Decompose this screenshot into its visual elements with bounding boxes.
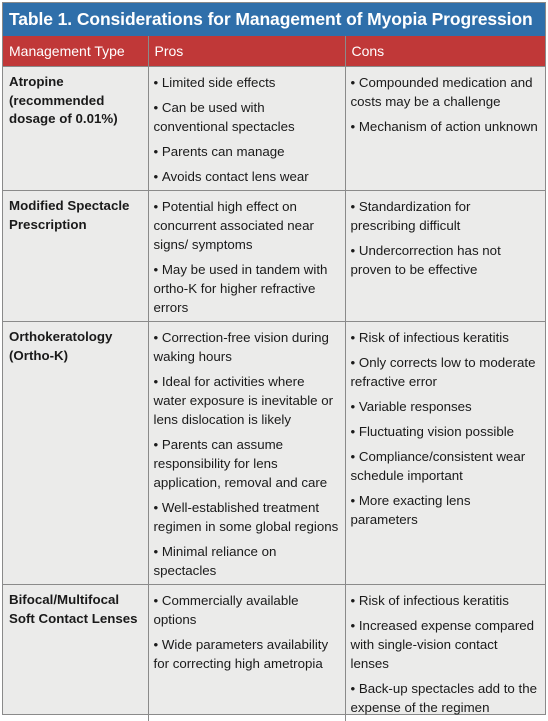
table-row bbox=[3, 585, 545, 721]
header-cons: Cons bbox=[345, 36, 545, 67]
list-item: • Minimal reliance on spectacles bbox=[154, 542, 339, 580]
list-item: • Wide parameters availability for correcting high ametropia bbox=[154, 635, 339, 673]
list-item: • Limited side effects bbox=[154, 73, 339, 92]
list-item: • Fluctuating vision possible bbox=[351, 422, 540, 441]
list-item: • Undercorrection has not proven to be effective bbox=[351, 241, 540, 279]
list-item: • Parents can assume responsibility for lens application, removal and care bbox=[154, 435, 339, 492]
list-item: • Standardization for prescribing difficult bbox=[351, 197, 540, 235]
management-type-cell: Atropine (recommended dosage of 0.01%) bbox=[3, 67, 148, 191]
pros-cell bbox=[148, 585, 345, 721]
list-item: • Risk of infectious keratitis bbox=[351, 328, 540, 347]
cons-cell bbox=[345, 322, 545, 585]
list-item: • Only corrects low to moderate refractive error bbox=[351, 353, 540, 391]
list-item: • Compliance/consistent wear schedule important bbox=[351, 447, 540, 485]
list-item: • Commercially available options bbox=[154, 591, 339, 629]
list-item: • Avoids contact lens wear bbox=[154, 167, 339, 186]
list-item: • Well-established treatment regimen in some global regions bbox=[154, 498, 339, 536]
table-title: Table 1. Considerations for Management of Myopia Progression bbox=[3, 3, 545, 36]
considerations-table bbox=[3, 36, 545, 721]
table-figure bbox=[2, 2, 546, 715]
list-item: • Can be used with conventional spectacles bbox=[154, 98, 339, 136]
management-type-cell: Bifocal/Multifocal Soft Contact Lenses bbox=[3, 585, 148, 721]
list-item: • Ideal for activities where water exposure is inevitable or lens dislocation is likely bbox=[154, 372, 339, 429]
list-item: • Risk of infectious keratitis bbox=[351, 591, 540, 610]
list-item: • Back-up spectacles add to the expense of the regimen bbox=[351, 679, 540, 717]
cons-cell bbox=[345, 191, 545, 322]
table-row bbox=[3, 67, 545, 191]
list-item: • More exacting lens parameters bbox=[351, 491, 540, 529]
list-item: • Correction-free vision during waking hours bbox=[154, 328, 339, 366]
header-management-type: Management Type bbox=[3, 36, 148, 67]
list-item: • Increased expense compared with single-vision contact lenses bbox=[351, 616, 540, 673]
header-row bbox=[3, 36, 545, 67]
table-row bbox=[3, 322, 545, 585]
list-item: • Mechanism of action unknown bbox=[351, 117, 540, 136]
pros-cell bbox=[148, 191, 345, 322]
list-item: • Potential high effect on concurrent associated near signs/ symptoms bbox=[154, 197, 339, 254]
table-row bbox=[3, 191, 545, 322]
pros-cell bbox=[148, 67, 345, 191]
list-item: • Compounded medication and costs may be a challenge bbox=[351, 73, 540, 111]
pros-cell bbox=[148, 322, 345, 585]
cons-cell bbox=[345, 585, 545, 721]
cons-cell bbox=[345, 67, 545, 191]
header-pros: Pros bbox=[148, 36, 345, 67]
management-type-cell: Modified Spectacle Prescription bbox=[3, 191, 148, 322]
list-item: • Parents can manage bbox=[154, 142, 339, 161]
list-item: • Variable responses bbox=[351, 397, 540, 416]
management-type-cell: Orthokeratology (Ortho-K) bbox=[3, 322, 148, 585]
list-item: • May be used in tandem with ortho-K for higher refractive errors bbox=[154, 260, 339, 317]
